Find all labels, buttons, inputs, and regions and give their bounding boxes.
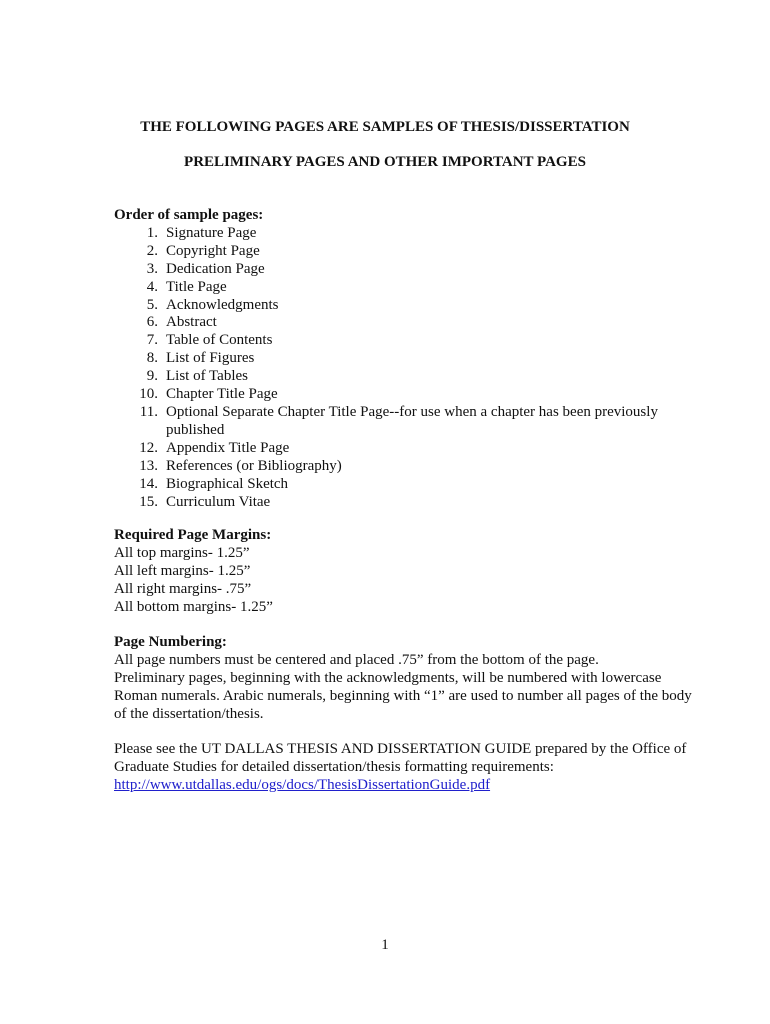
list-item-text: Table of Contents xyxy=(166,332,273,349)
list-item-number: 15. xyxy=(139,493,158,510)
list-item-text: Copyright Page xyxy=(166,242,260,259)
list-item xyxy=(114,332,714,350)
list-item-number: 5. xyxy=(146,296,158,313)
list-item-text: List of Tables xyxy=(166,368,248,385)
list-item xyxy=(114,404,714,440)
margins-section-title: Required Page Margins: xyxy=(114,527,272,543)
list-item-text: Optional Separate Chapter Title Page--for use when a chapter has been previously published xyxy=(166,403,658,438)
list-item-number: 9. xyxy=(146,368,158,385)
list-item-number: 3. xyxy=(146,260,158,277)
document-heading-line-1: THE FOLLOWING PAGES ARE SAMPLES OF THESIS/DISSERTATION xyxy=(140,119,630,135)
guide-section xyxy=(114,741,706,795)
list-item-number: 2. xyxy=(146,242,158,259)
list-item-text: Biographical Sketch xyxy=(166,475,289,492)
list-item-text: Abstract xyxy=(166,314,217,331)
list-item-text: Chapter Title Page xyxy=(166,386,278,403)
margin-line: All top margins- 1.25” xyxy=(114,544,250,561)
list-item-number: 1. xyxy=(146,224,158,241)
margin-line: All left margins- 1.25” xyxy=(114,562,251,579)
list-item-text: Signature Page xyxy=(166,224,257,241)
page-numbering-section xyxy=(114,634,704,724)
list-item-text: Appendix Title Page xyxy=(166,439,290,456)
list-item xyxy=(114,440,714,458)
list-item-text: Acknowledgments xyxy=(166,296,279,313)
page-numbering-line-2: Preliminary pages, beginning with the acknowledgments, will be numbered with lowercase Roman numerals. Arabic numerals, beginning with “1” are used to number all pages of the body of the dissertation/thesis. xyxy=(114,669,692,722)
order-section xyxy=(114,207,714,511)
guide-link[interactable]: http://www.utdallas.edu/ogs/docs/ThesisDissertationGuide.pdf xyxy=(114,776,491,793)
list-item-number: 8. xyxy=(146,350,158,367)
list-item-text: References (or Bibliography) xyxy=(166,457,342,474)
list-item-number: 6. xyxy=(146,314,158,331)
list-item-number: 14. xyxy=(139,475,158,492)
list-item-number: 11. xyxy=(139,403,158,420)
page-numbering-line-1: All page numbers must be centered and placed .75” from the bottom of the page. xyxy=(114,651,599,668)
list-item-text: Dedication Page xyxy=(166,260,265,277)
margin-line: All bottom margins- 1.25” xyxy=(114,598,273,615)
list-item-text: Title Page xyxy=(166,278,227,295)
list-item xyxy=(114,386,714,404)
list-item-text: Curriculum Vitae xyxy=(166,493,271,510)
list-item xyxy=(114,476,714,494)
list-item xyxy=(114,368,714,386)
document-heading-line-2: PRELIMINARY PAGES AND OTHER IMPORTANT PAGES xyxy=(184,154,586,170)
list-item xyxy=(114,279,714,297)
list-item xyxy=(114,350,714,368)
page-number: 1 xyxy=(381,937,389,953)
list-item xyxy=(114,261,714,279)
list-item xyxy=(114,243,714,261)
list-item xyxy=(114,297,714,315)
order-section-title: Order of sample pages: xyxy=(114,207,264,223)
list-item xyxy=(114,314,714,332)
page-numbering-title: Page Numbering: xyxy=(114,634,227,650)
list-item-number: 10. xyxy=(139,386,158,403)
list-item xyxy=(114,494,714,512)
list-item xyxy=(114,225,714,243)
list-item-number: 13. xyxy=(139,457,158,474)
margin-line: All right margins- .75” xyxy=(114,580,252,597)
list-item-text: List of Figures xyxy=(166,350,255,367)
margins-section xyxy=(114,527,714,617)
list-item-number: 4. xyxy=(146,278,158,295)
list-item-number: 7. xyxy=(146,332,158,349)
guide-text: Please see the UT DALLAS THESIS AND DISSERTATION GUIDE prepared by the Office of Graduate Studies for detailed dissertation/thesis formatting requirements: xyxy=(114,741,687,775)
sample-pages-list xyxy=(114,225,714,512)
list-item-number: 12. xyxy=(139,439,158,456)
list-item xyxy=(114,458,714,476)
